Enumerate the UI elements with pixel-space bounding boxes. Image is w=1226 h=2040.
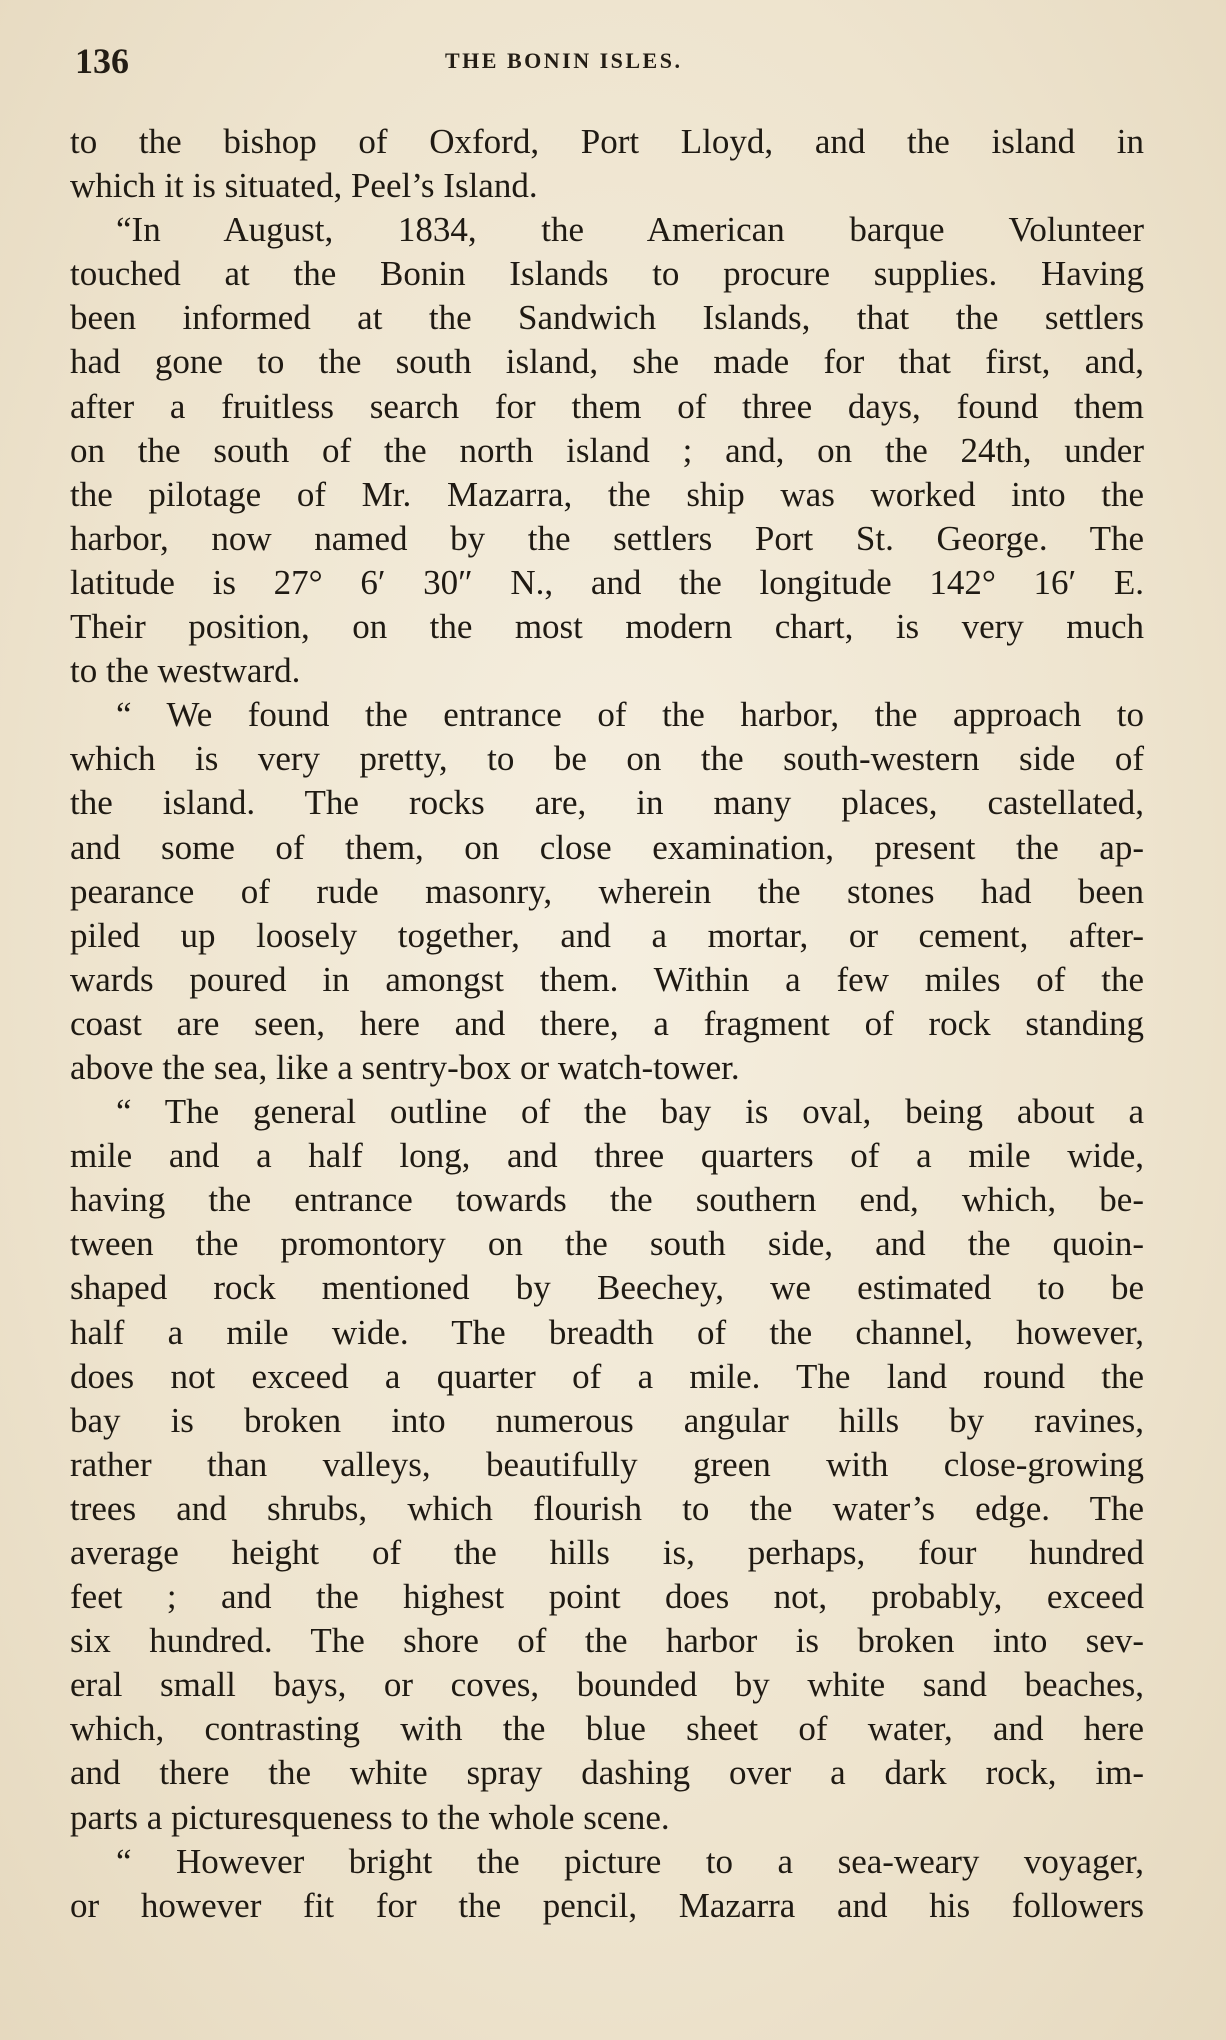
text-line: piled up loosely together, and a mortar, or cement, after- (70, 915, 1144, 955)
text-line: parts a picturesqueness to the whole scene. (70, 1797, 670, 1837)
text-line: to the bishop of Oxford, Port Lloyd, and the island in (70, 122, 1144, 161)
text-line: wards poured in amongst them. Within a few miles of the (70, 959, 1144, 999)
text-line: harbor, now named by the settlers Port St. George. The (70, 518, 1144, 558)
text-line: bay is broken into numerous angular hills by ravines, (70, 1400, 1144, 1440)
text-line: half a mile wide. The breadth of the channel, however, (70, 1312, 1144, 1352)
text-line: “ The general outline of the bay is oval, being about a (116, 1092, 1144, 1132)
page-header (75, 38, 1146, 88)
text-line: “ We found the entrance of the harbor, the approach to (116, 695, 1144, 735)
text-line: latitude is 27° 6′ 30″ N., and the longitude 142° 16′ E. (70, 562, 1144, 602)
text-line: Their position, on the most modern chart, is very much (70, 607, 1144, 647)
text-line: having the entrance towards the southern end, which, be- (70, 1180, 1144, 1220)
text-line: to the westward. (70, 651, 301, 691)
text-line: shaped rock mentioned by Beechey, we estimated to be (70, 1268, 1144, 1308)
text-line: above the sea, like a sentry-box or watch-tower. (70, 1047, 740, 1087)
text-line: pearance of rude masonry, wherein the stones had been (70, 871, 1144, 911)
text-line: on the south of the north island ; and, on the 24th, under (70, 430, 1144, 470)
text-line: which it is situated, Peel’s Island. (70, 166, 538, 206)
text-line: feet ; and the highest point does not, probably, exceed (70, 1577, 1144, 1617)
page-number: 136 (75, 41, 129, 81)
text-line: which, contrasting with the blue sheet of water, and here (70, 1709, 1144, 1749)
text-line: does not exceed a quarter of a mile. The land round the (70, 1356, 1144, 1396)
text-line: six hundred. The shore of the harbor is broken into sev- (70, 1621, 1144, 1661)
text-line: tween the promontory on the south side, and the quoin- (70, 1224, 1144, 1264)
text-line: or however fit for the pencil, Mazarra and his followers (70, 1885, 1144, 1925)
text-line: which is very pretty, to be on the south-western side of (70, 739, 1144, 779)
text-line: average height of the hills is, perhaps, four hundred (70, 1533, 1144, 1572)
text-line: coast are seen, here and there, a fragment of rock standing (70, 1003, 1144, 1043)
text-line: had gone to the south island, she made for that first, and, (70, 342, 1144, 382)
text-line: eral small bays, or coves, bounded by white sand beaches, (70, 1665, 1144, 1705)
text-line: the island. The rocks are, in many places, castellated, (70, 783, 1144, 823)
text-line: rather than valleys, beautifully green with close-growing (70, 1444, 1144, 1484)
text-line: touched at the Bonin Islands to procure supplies. Having (70, 254, 1144, 294)
text-line: “In August, 1834, the American barque Volunteer (116, 210, 1144, 250)
body-text (70, 120, 1144, 1928)
text-line: mile and a half long, and three quarters of a mile wide, (70, 1136, 1144, 1176)
running-head: THE BONIN ISLES. (445, 48, 683, 73)
text-line: been informed at the Sandwich Islands, that the settlers (70, 298, 1144, 338)
text-line: the pilotage of Mr. Mazarra, the ship was worked into the (70, 474, 1144, 514)
text-line: after a fruitless search for them of three days, found them (70, 386, 1144, 426)
text-line: “ However bright the picture to a sea-weary voyager, (116, 1841, 1144, 1881)
text-line: trees and shrubs, which flourish to the water’s edge. The (70, 1488, 1144, 1528)
text-line: and there the white spray dashing over a dark rock, im- (70, 1753, 1144, 1793)
text-line: and some of them, on close examination, present the ap- (70, 827, 1144, 867)
